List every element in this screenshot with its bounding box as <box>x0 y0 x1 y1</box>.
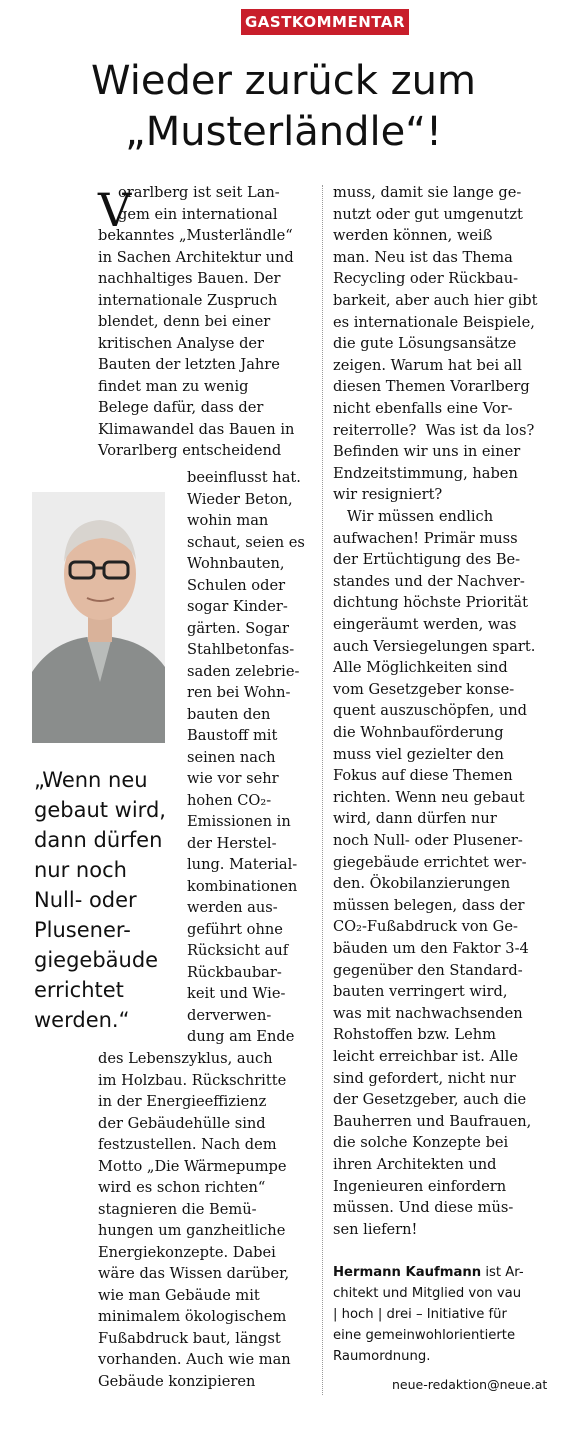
text-line: wohin man <box>187 512 269 529</box>
text-line: blendet, denn bei einer <box>98 313 271 330</box>
author-bio-line: Raumordnung. <box>333 1349 431 1364</box>
text-line: der Gesetzgeber, auch die <box>333 1091 527 1109</box>
text-line: beeinflusst hat. <box>187 469 301 486</box>
text-line: eingeräumt werden, was <box>333 616 517 633</box>
text-line: Fußabdruck baut, längst <box>98 1329 281 1347</box>
text-line: aufwachen! Primär muss <box>333 529 518 547</box>
text-line: reiterrolle? Was ist da los? <box>333 421 535 439</box>
text-line: werden können, weiß <box>333 227 493 245</box>
text-line: Gebäude konzipieren <box>98 1372 256 1390</box>
author-bio-line: eine gemeinwohlorientierte <box>333 1328 516 1343</box>
text-line: Motto „Die Wärmepumpe <box>98 1157 287 1175</box>
text-line: geführt ohne <box>187 920 283 938</box>
text-line: gärten. Sogar <box>187 619 289 637</box>
headline <box>0 56 567 158</box>
text-line: dung am Ende <box>187 1028 295 1045</box>
text-line: barkeit, aber auch hier gibt <box>333 292 538 309</box>
text-line: standes und der Nachver- <box>333 572 525 590</box>
text-line: Energiekonzepte. Dabei <box>98 1243 276 1261</box>
text-line: Rohstoffen bzw. Lehm <box>333 1026 496 1044</box>
text-line: internationale Zuspruch <box>98 291 278 309</box>
text-line: auch Versiegelungen spart. <box>333 637 536 655</box>
text-line: wie man Gebäude mit <box>98 1286 260 1304</box>
pull-quote-line: nur noch <box>34 858 127 882</box>
headline-line-2: „Musterländle“! <box>124 109 442 155</box>
text-line: bauten den <box>187 705 271 723</box>
text-line: der Herstel- <box>187 834 277 852</box>
pull-quote-line: Plusener- <box>34 918 131 942</box>
text-line: sind gefordert, nicht nur <box>333 1069 516 1087</box>
text-line: minimalem ökologischem <box>98 1308 287 1325</box>
text-line: die solche Konzepte bei <box>333 1134 509 1152</box>
contact-email: neue-redaktion@neue.at <box>392 1377 548 1392</box>
text-line: Baustoff mit <box>187 727 278 744</box>
text-line: vorhanden. Auch wie man <box>98 1351 291 1368</box>
text-line: derverwen- <box>187 1006 272 1024</box>
author-bio-line: | hoch | drei – Initiative für <box>333 1307 507 1322</box>
text-line: hungen um ganzheitliche <box>98 1222 286 1239</box>
text-line: bäuden um den Faktor 3-4 <box>333 940 529 957</box>
text-line: Bauten der letzten Jahre <box>98 356 280 373</box>
text-line: was mit nachwachsenden <box>333 1004 523 1022</box>
text-line: Wir müssen endlich <box>333 508 494 525</box>
text-line: findet man zu wenig <box>98 377 249 395</box>
text-line: saden zelebrie- <box>187 662 300 680</box>
text-line: Stahlbetonfas- <box>187 641 295 658</box>
text-line: bauten verringert wird, <box>333 983 508 1001</box>
text-line: sen liefern! <box>333 1220 418 1238</box>
text-line: kritischen Analyse der <box>98 334 265 352</box>
text-line: Bauherren und Baufrauen, <box>333 1112 532 1130</box>
text-line: in Sachen Architektur und <box>98 248 294 266</box>
text-line: diesen Themen Vorarlberg <box>333 378 530 396</box>
text-line: quent auszuschöpfen, und <box>333 702 528 720</box>
text-line: Belege dafür, dass der <box>98 399 264 416</box>
pull-quote-line: errichtet <box>34 978 124 1002</box>
author-bio-line: chitekt und Mitglied von vau <box>333 1286 522 1301</box>
text-line: dichtung höchste Priorität <box>333 594 528 612</box>
author-photo <box>32 492 165 743</box>
text-line: muss viel gezielter den <box>333 745 504 763</box>
text-line: nutzt oder gut umgenutzt <box>333 205 523 223</box>
text-line: stagnieren die Bemü- <box>98 1200 257 1218</box>
column-divider <box>322 185 323 1395</box>
text-line: wäre das Wissen darüber, <box>98 1265 290 1282</box>
text-line: Wohnbauten, <box>187 555 285 572</box>
text-line: wird es schon richten“ <box>98 1179 266 1196</box>
text-line: leicht erreichbar ist. Alle <box>333 1048 518 1065</box>
text-line: die Wohnbauförderung <box>333 724 504 741</box>
pull-quote-line: Null- oder <box>34 888 137 912</box>
pull-quote-line: giegebäude <box>34 948 159 972</box>
headline-line-1: Wieder zurück zum <box>91 58 476 104</box>
text-line: es internationale Beispiele, <box>333 313 535 331</box>
text-line: giegebäude errichtet wer- <box>333 853 527 871</box>
text-line: wie vor sehr <box>187 770 279 787</box>
text-line: lung. Material- <box>187 856 298 873</box>
text-line: Alle Möglichkeiten sind <box>333 659 508 677</box>
text-line: Klimawandel das Bauen in <box>98 420 295 438</box>
section-kicker: GASTKOMMENTAR <box>241 9 409 35</box>
text-line: kombinationen <box>187 877 298 895</box>
drop-cap: V <box>98 183 132 237</box>
text-line: wir resigniert? <box>333 486 443 504</box>
text-line: die gute Lösungsansätze <box>333 335 517 353</box>
text-line: Vorarlberg entscheidend <box>98 442 282 459</box>
text-line: Rückbaubar- <box>187 963 282 981</box>
text-line: zeigen. Warum hat bei all <box>333 356 522 374</box>
text-line: Schulen oder <box>187 576 286 594</box>
text-line: richten. Wenn neu gebaut <box>333 788 525 806</box>
text-line: sogar Kinder- <box>187 598 288 615</box>
text-line: Fokus auf diese Themen <box>333 767 513 785</box>
text-line: nachhaltiges Bauen. Der <box>98 270 281 287</box>
text-line: Rücksicht auf <box>187 942 289 959</box>
text-line: Ingenieuren einfordern <box>333 1177 507 1195</box>
author-name: Hermann Kaufmann <box>333 1265 482 1280</box>
text-line: den. Ökobilanzierungen <box>333 875 511 893</box>
text-line: Endzeitstimmung, haben <box>333 464 518 482</box>
text-line: orarlberg ist seit Lan- <box>118 184 280 201</box>
pull-quote-line: gebaut wird, <box>34 798 166 822</box>
text-line: gegenüber den Standard- <box>333 961 523 979</box>
text-line: müssen. Und diese müs- <box>333 1199 514 1217</box>
text-line: Emissionen in <box>187 813 291 830</box>
text-line: in der Energieeffizienz <box>98 1093 267 1110</box>
text-line: muss, damit sie lange ge- <box>333 184 522 201</box>
author-bio-text: ist Ar- <box>481 1265 524 1280</box>
text-line: hohen CO₂- <box>187 791 272 809</box>
text-line: noch Null- oder Plusener- <box>333 832 523 849</box>
pull-quote-line: „Wenn neu <box>34 768 148 792</box>
text-line: der Gebäudehülle sind <box>98 1114 266 1132</box>
pull-quote <box>34 765 174 1035</box>
text-line: werden aus- <box>187 899 278 916</box>
text-line: Befinden wir uns in einer <box>333 443 521 461</box>
text-line: Recycling oder Rückbau- <box>333 270 519 288</box>
text-line: ihren Architekten und <box>333 1156 497 1173</box>
text-line: man. Neu ist das Thema <box>333 248 513 266</box>
text-line: Wieder Beton, <box>187 490 293 508</box>
author-bio-line <box>333 1262 524 1283</box>
pull-quote-line: dann dürfen <box>34 828 163 852</box>
text-line: seinen nach <box>187 748 276 766</box>
text-line: nicht ebenfalls eine Vor- <box>333 400 513 417</box>
text-line: keit und Wie- <box>187 985 286 1002</box>
text-line: im Holzbau. Rückschritte <box>98 1071 287 1089</box>
text-line: gem ein international <box>118 205 278 223</box>
text-line: der Ertüchtigung des Be- <box>333 551 521 569</box>
text-line: des Lebenszyklus, auch <box>98 1050 273 1067</box>
text-line: müssen belegen, dass der <box>333 896 525 914</box>
text-line: vom Gesetzgeber konse- <box>333 680 515 698</box>
pull-quote-line: werden.“ <box>34 1008 130 1032</box>
text-line: schaut, seien es <box>187 533 305 551</box>
text-line: ren bei Wohn- <box>187 684 291 701</box>
text-line: festzustellen. Nach dem <box>98 1136 277 1153</box>
text-line: bekanntes „Musterländle“ <box>98 227 293 244</box>
text-line: wird, dann dürfen nur <box>333 810 497 828</box>
text-line: CO₂-Fußabdruck von Ge- <box>333 918 518 936</box>
